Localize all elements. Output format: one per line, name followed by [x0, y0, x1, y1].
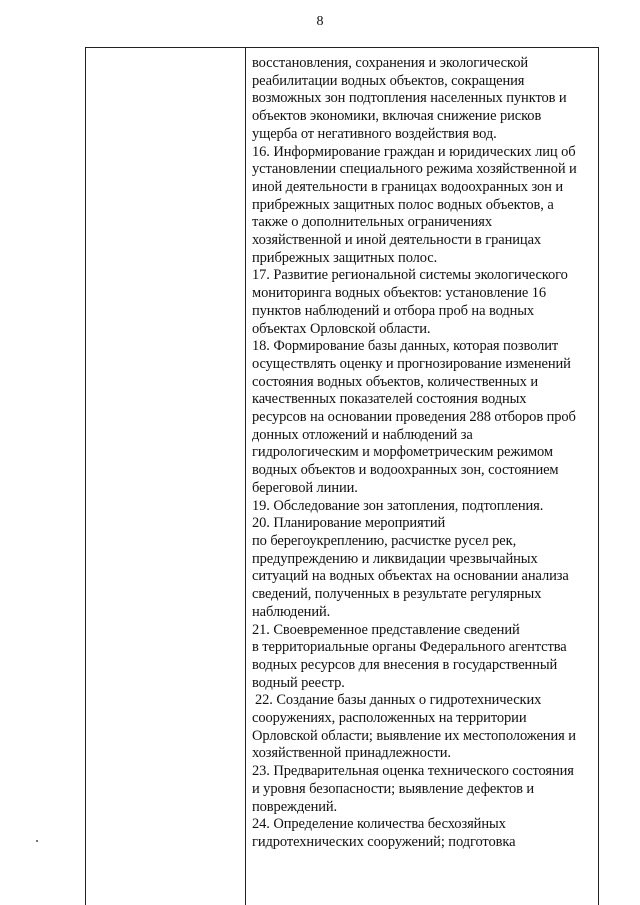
text-line: 22. Создание базы данных о гидротехнических [255, 692, 542, 709]
text-line: 20. Планирование мероприятий [252, 515, 446, 532]
page-number: 8 [316, 14, 324, 29]
text-line: в территориальные органы Федерального агентства [252, 639, 567, 656]
text-line: объектов экономики, включая снижение рисков [252, 108, 542, 125]
text-line: сведений, полученных в результате регулярных [252, 586, 542, 603]
column-divider [245, 48, 246, 905]
text-line: 24. Определение количества бесхозяйных [252, 816, 506, 833]
text-line: хозяйственной и иной деятельности в границах [252, 232, 542, 249]
text-line: 17. Развитие региональной системы экологического [252, 267, 568, 284]
scan-artifact [36, 840, 38, 842]
text-line: гидротехнических сооружений; подготовка [252, 833, 516, 850]
text-line: водных ресурсов для внесения в государственный [252, 656, 558, 673]
text-line: водный реестр. [252, 674, 345, 691]
text-line: береговой линии. [252, 479, 358, 496]
text-line: мониторинга водных объектов: установление 16 [252, 285, 547, 302]
text-line: объектах Орловской области. [252, 320, 431, 337]
text-line: восстановления, сохранения и экологической [252, 55, 529, 71]
text-line: 23. Предварительная оценка технического состояния [252, 763, 574, 780]
text-line: наблюдений. [252, 603, 331, 620]
text-line: качественных показателей состояния водных [252, 391, 527, 408]
text-line: иной деятельности в границах водоохранных зон и [252, 178, 563, 195]
text-line: 18. Формирование базы данных, которая позволит [252, 338, 559, 355]
text-line: также о дополнительных ограничениях [252, 214, 493, 231]
text-line: сооружениях, расположенных на территории [252, 710, 527, 727]
text-line: 21. Своевременное представление сведений [252, 621, 520, 638]
text-line: по берегоукреплению, расчистке русел рек, [252, 532, 517, 549]
text-line: Орловской области; выявление их местоположения и [252, 727, 576, 744]
text-line: 19. Обследование зон затопления, подтопления. [252, 497, 544, 514]
text-line: ситуаций на водных объектах на основании анализа [252, 568, 569, 585]
text-line: прибрежных защитных полос. [252, 249, 438, 266]
text-line: ущерба от негативного воздействия вод. [252, 125, 497, 142]
table-cell-text [252, 55, 594, 852]
text-line: 16. Информирование граждан и юридических лиц об [252, 143, 576, 160]
text-line: донных отложений и наблюдений за [252, 426, 473, 443]
text-line: повреждений. [252, 798, 338, 815]
text-line: водных объектов и водоохранных зон, состоянием [252, 462, 559, 479]
text-line: гидрологическим и морфометрическим режимом [252, 444, 554, 461]
document-table [85, 47, 599, 905]
text-line: и уровня безопасности; выявление дефектов и [252, 780, 535, 797]
text-line: состояния водных объектов, количественных и [252, 373, 538, 390]
text-line: ресурсов на основании проведения 288 отборов проб [252, 409, 576, 426]
text-line: хозяйственной принадлежности. [252, 745, 451, 762]
text-line: осуществлять оценку и прогнозирование изменений [252, 355, 571, 372]
text-line: пунктов наблюдений и отбора проб на водных [252, 302, 535, 319]
text-line: возможных зон подтопления населенных пунктов и [252, 90, 567, 107]
text-line: предупреждению и ликвидации чрезвычайных [252, 550, 538, 567]
text-line: прибрежных защитных полос водных объектов, а [252, 196, 554, 213]
text-line: установлении специального режима хозяйственной и [252, 161, 577, 178]
text-line: реабилитации водных объектов, сокращения [252, 72, 525, 89]
